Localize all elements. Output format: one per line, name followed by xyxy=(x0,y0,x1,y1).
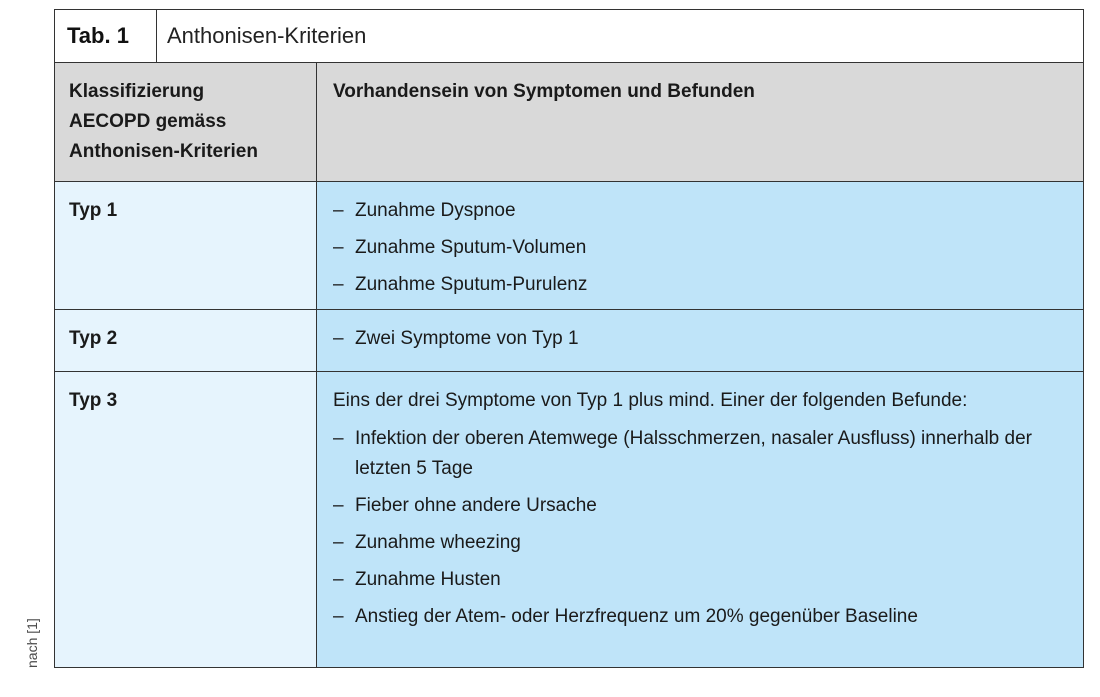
dash: – xyxy=(333,274,344,295)
list-item xyxy=(333,270,1067,300)
row-findings xyxy=(317,372,1083,667)
list-item-text: Infektion der oberen Atemwege (Halsschmerzen, nasaler Ausfluss) innerhalb der letzten 5 Tage xyxy=(355,428,1032,479)
table-row xyxy=(55,182,1083,310)
header-classification-line-3: Anthonisen-Kriterien xyxy=(69,141,258,162)
header-classification-line-2: AECOPD gemäss xyxy=(69,111,227,132)
row-intro: Eins der drei Symptome von Typ 1 plus mind. Einer der folgenden Befunde: xyxy=(333,390,968,411)
table-row xyxy=(55,372,1083,667)
table-title: Anthonisen-Kriterien xyxy=(167,23,367,48)
row-type: Typ 1 xyxy=(55,182,317,309)
dash: – xyxy=(333,606,344,627)
list-item-text: Zwei Symptome von Typ 1 xyxy=(355,328,579,349)
dash: – xyxy=(333,495,344,516)
dash: – xyxy=(333,200,344,221)
list-item xyxy=(333,565,1067,595)
row-findings xyxy=(317,182,1083,309)
dash: – xyxy=(333,532,344,553)
list-item xyxy=(333,424,1067,484)
list-item xyxy=(333,528,1067,558)
list-item-text: Zunahme Sputum-Volumen xyxy=(355,237,587,258)
dash: – xyxy=(333,237,344,258)
source-note: nach [1] xyxy=(24,618,40,668)
table-label: Tab. 1 xyxy=(55,10,157,62)
list-item-text: Zunahme Dyspnoe xyxy=(355,200,516,221)
list-item xyxy=(333,324,1067,354)
anthonisen-table xyxy=(54,9,1084,668)
row-type: Typ 3 xyxy=(55,372,317,667)
list-item-text: Zunahme wheezing xyxy=(355,532,521,553)
list-item-text: Fieber ohne andere Ursache xyxy=(355,495,597,516)
header-symptoms: Vorhandensein von Symptomen und Befunden xyxy=(317,63,1083,181)
dash: – xyxy=(333,428,344,449)
list-item xyxy=(333,491,1067,521)
list-item-text: Zunahme Husten xyxy=(355,569,501,590)
list-item-text: Zunahme Sputum-Purulenz xyxy=(355,274,588,295)
list-item xyxy=(333,233,1067,263)
dash: – xyxy=(333,569,344,590)
row-findings xyxy=(317,310,1083,371)
row-type: Typ 2 xyxy=(55,310,317,371)
list-item-text: Anstieg der Atem- oder Herzfrequenz um 20% gegenüber Baseline xyxy=(355,606,918,627)
header-classification-line-1: Klassifizierung xyxy=(69,81,205,102)
table-header-row xyxy=(55,63,1083,182)
header-classification xyxy=(55,63,317,181)
list-item xyxy=(333,602,1067,632)
dash: – xyxy=(333,328,344,349)
table-row xyxy=(55,310,1083,372)
table-title-bar xyxy=(55,10,1083,63)
list-item xyxy=(333,196,1067,226)
